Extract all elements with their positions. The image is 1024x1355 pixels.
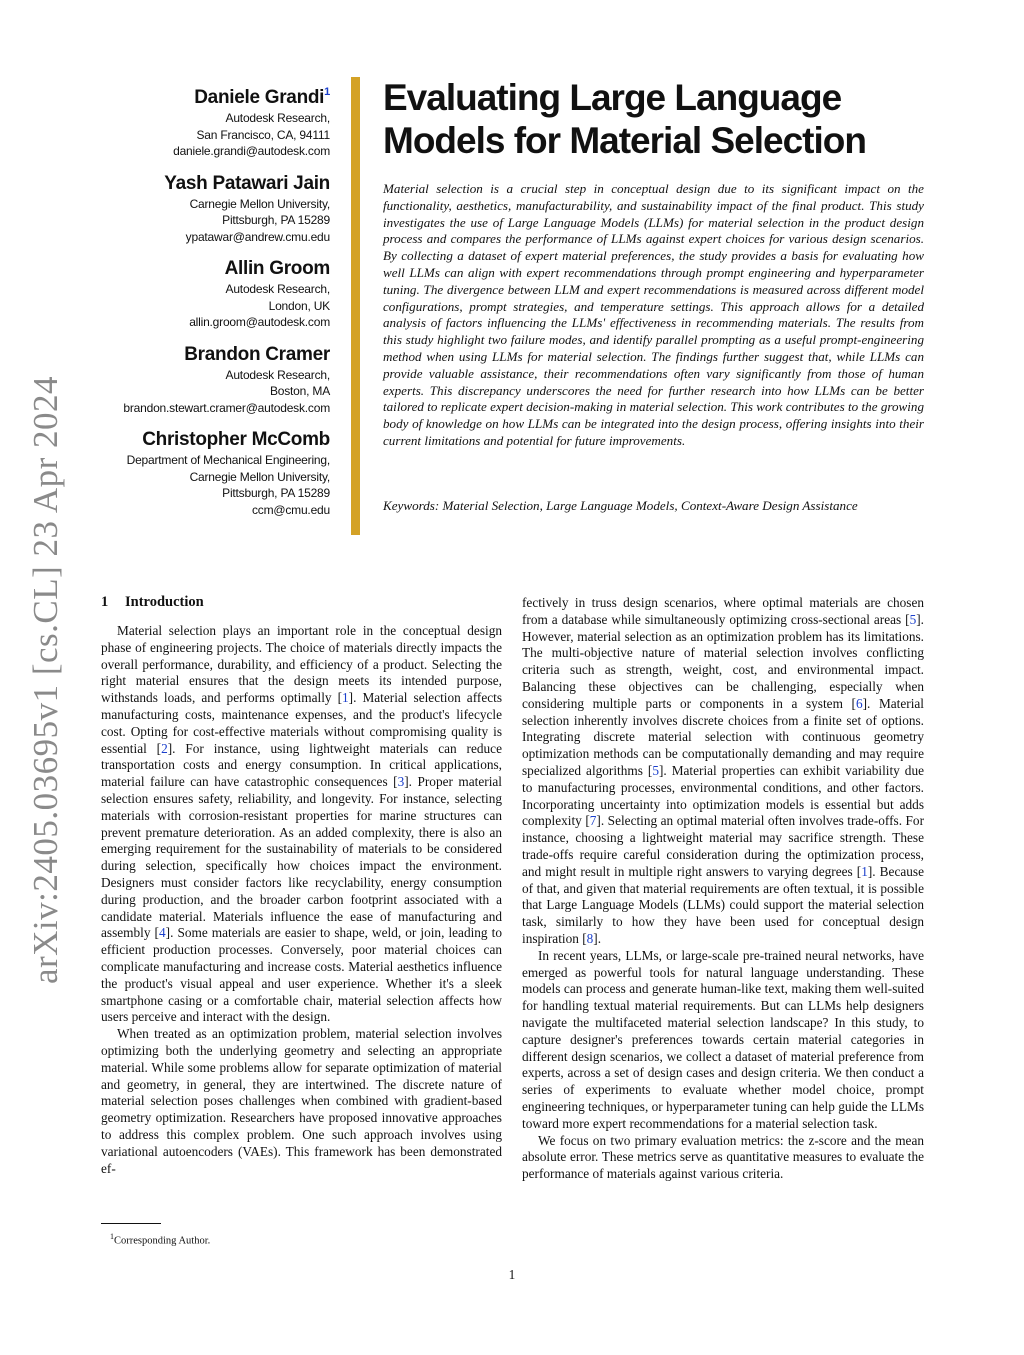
paragraph-text: ]. Proper material selection ensures safety, reliability, and longevity. For instance, selecting materials with corrosion-resistant properties for marine structures can prevent premature deterioration. As an added complexity, there is also an emerging requirement for the sustainability of materials to be considered during selection, specifically how choices impact the environment. Designers must consider factors like recyclability, energy consumption during production, and the broader carbon footprint associated with a candidate material. Materials influence the ease of manufacturing and assembly [ [101,774,502,941]
author-email: brandon.stewart.cramer@autodesk.com [123,400,330,415]
paragraph-text: ]. Material selection inherently involves discrete choices from a finite set of options. Integrating discrete material selection with continuous geometry optimization methods can be computationally demanding and may require specialized algorithms [ [522,695,924,778]
author-affiliation: Department of Mechanical Engineering, [126,453,330,467]
paragraph-text: When treated as an optimization problem, material selection involves optimizing both the underlying geometry and selecting an appropriate material. While some problems allow for separate optimization of material and geometry, in general, they are intertwined. The discrete nature of material selection poses challenges when combined with gradient-based geometry optimization. Researchers have proposed innovative approaches to address this complex problem. One such approach involves using variational autoencoders (VAEs). This framework has been demonstrated ef- [101,1026,502,1176]
body-paragraph [101,623,502,1026]
body-paragraph [522,595,924,948]
citation-link[interactable]: 2 [161,740,168,756]
author-name: Christopher McComb [142,429,330,450]
author-name: Brandon Cramer [184,343,330,365]
citation-link[interactable]: 5 [909,611,917,627]
author-name: Yash Patawari Jain [164,172,330,194]
right-column [522,595,924,1183]
author-list [90,80,330,530]
author-block [90,80,330,160]
author-affiliation: Carnegie Mellon University, [189,469,330,484]
author-block [90,343,330,417]
citation-link[interactable]: 3 [397,774,405,790]
footnote-rule [101,1223,161,1224]
paragraph-text: ]. For instance, using lightweight materials can reduce transportation costs and energy consumption. In critical applications, material failure can have catastrophic consequences [ [101,740,502,790]
citation-link[interactable]: 5 [652,762,659,778]
author-affiliation: Autodesk Research, [225,282,330,296]
paragraph-text: ]. Selecting an optimal material often involves trade-offs. For instance, choosing a lightweight material may sacrifice strength. These trade-offs require careful consideration during the optimization process, and might result in multiple right answers to varying degrees [ [522,813,925,879]
footnote [110,1230,210,1249]
author-affiliation: San Francisco, CA, 94111 [196,127,330,142]
author-block [90,172,330,246]
author-affiliation: Autodesk Research, [225,367,330,382]
page-number: 1 [508,1267,516,1282]
citation-link[interactable]: 4 [158,925,166,941]
author-email: ypatawar@andrew.cmu.edu [185,229,330,244]
author-affiliation: Autodesk Research, [225,111,330,125]
paragraph-text: ]. Material selection affects manufacturing costs, maintenance expenses, and the product's lifecycle cost. Opting for cost-effective materials without compromising quality is essential [ [101,690,502,756]
paragraph-text: We focus on two primary evaluation metrics: the z-score and the mean absolute error. These metrics serve as quantitative measures to evaluate the performance of materials against various criteria. [522,1132,924,1182]
author-block [90,257,330,331]
author-name: Daniele Grandi$^1$ [194,86,330,108]
footnote-text: Corresponding Author. [114,1235,211,1247]
citation-link[interactable]: 7 [589,813,597,829]
paragraph-text: fectively in truss design scenarios, where optimal materials are chosen from a database while simultaneously optimizing cross-sectional areas [ [522,595,924,627]
right-column-body [522,595,924,1183]
section-number: 1 [101,594,109,610]
paragraph-text: Material selection plays an important role in the conceptual design phase of engineering projects. The choice of materials directly impacts the overall performance, durability, and efficiency of a product. Selecting the right material ensures that the design meets its intended purpose, withstands loads, and performs optimally [ [101,623,502,706]
author-affiliation: Carnegie Mellon University, [189,196,330,211]
author-affiliation: Boston, MA [269,384,330,398]
paragraph-text: ]. However, material selection as an optimization problem has its limitations. The multi-objective nature of material selection involves conflicting criteria such as strength, weight, cost, and environmental impact. Balancing these objectives can be challenging, especially when considering multiple parts or components in a system [ [522,611,924,711]
body-paragraph [522,1133,924,1183]
abstract: Material selection is a crucial step in conceptual design due to its significant impact on the functionality, aesthetics, manufacturability, and sustainability impact of the final product. This study investigates the use of Large Language Models (LLMs) for material selection in the product design process and compares the performance of LLMs against expert choices for various design scenarios. By collecting a dataset of expert material preferences, the study provides a basis for evaluating how well LLMs can align with expert recommendations through prompt engineering and hyperparameter tuning. The divergence between LLM and expert recommendations is measured across different model configurations, prompt strategies, and temperature settings. This approach allows for a detailed analysis of factors influencing the LLMs' effectiveness in recommending materials. The results from this study highlight two failure modes, and identify parallel prompting as a useful prompt-engineering method when using LLMs for material selection. The findings further suggest that, while LLMs can provide valuable assistance, their recommendations often vary significantly from those of human experts. This discrepancy underscores the need for further research into how LLMs can be better tailored to replicate expert decision-making in material selection. This work contributes to the growing body of knowledge on how LLMs can be integrated into the design process, offering insights into their current limitations and potential for future improvements. [383,181,924,448]
title-line-1: Evaluating Large Language [383,77,842,118]
section-heading [101,593,502,611]
section-title: Introduction [125,594,204,610]
author-block [90,428,330,518]
paragraph-text: ]. [593,930,602,946]
author-affiliation: Pittsburgh, PA 15289 [222,213,330,227]
paragraph-text: ]. Material properties can exhibit variability due to manufacturing processes, environmental conditions, and other factors. Incorporating uncertainty into optimization models is essential but adds complexity [ [522,762,924,829]
footnote-marker: 1 [110,1232,114,1241]
left-column [101,593,502,1177]
paper-title [383,76,983,162]
title-line-2: Models for Material Selection [383,120,866,161]
body-paragraph [522,948,924,1133]
citation-link[interactable]: 8 [586,930,594,946]
keywords: Keywords: Material Selection, Large Language Models, Context-Aware Design Assistance [383,498,858,513]
author-affiliation: Pittsburgh, PA 15289 [222,486,330,500]
left-column-body [101,623,502,1177]
author-email: daniele.grandi@autodesk.com [173,144,330,158]
citation-link[interactable]: 1 [861,863,868,879]
paragraph-text: ]. Because of that, and given that material requirements are often textual, it is possible that Large Language Models (LLMs) could support the material selection task, similarly to how they have been used for conceptual design inspiration [ [522,863,924,946]
citation-link[interactable]: 1 [342,690,349,706]
paragraph-text: ]. Some materials are easier to shape, weld, or join, leading to efficient production processes. Conversely, poor material choices can complicate manufacturing and increase costs. Material aesthetics influence the product's visual appeal and user experience. Whether it's a sleek smartphone casing or a comfortable chair, material selection affects how users perceive and interact with the design. [101,925,502,1025]
author-email: allin.groom@autodesk.com [189,315,330,329]
body-paragraph [101,1026,502,1177]
arxiv-identifier: arXiv:2405.03695v1 [cs.CL] 23 Apr 2024 [26,375,65,985]
paragraph-text: In recent years, LLMs, or large-scale pre-trained neural networks, have emerged as powerful tools for natural language understanding. These models can process and generate human-like text, making them well-suited for handling textual material requirements. But can LLMs help designers navigate the multifaceted material selection landscape? In this study, to capture designer's preferences towards certain material categories in different design scenarios, we collect a dataset of material preference from experts, across a set of design cases and design criteria. We then conduct a series of experiments to evaluate whether model choice, prompt engineering techniques, or hyperparameter tuning can help guide the LLMs toward more expert recommendations for a material selection task. [522,947,924,1131]
author-name: Allin Groom [224,258,330,279]
citation-link[interactable]: 6 [855,695,863,711]
title-accent-bar [351,77,360,535]
author-footnote-marker[interactable]: 1 [324,86,330,98]
author-email: ccm@cmu.edu [251,502,330,517]
author-affiliation: London, UK [268,298,330,313]
